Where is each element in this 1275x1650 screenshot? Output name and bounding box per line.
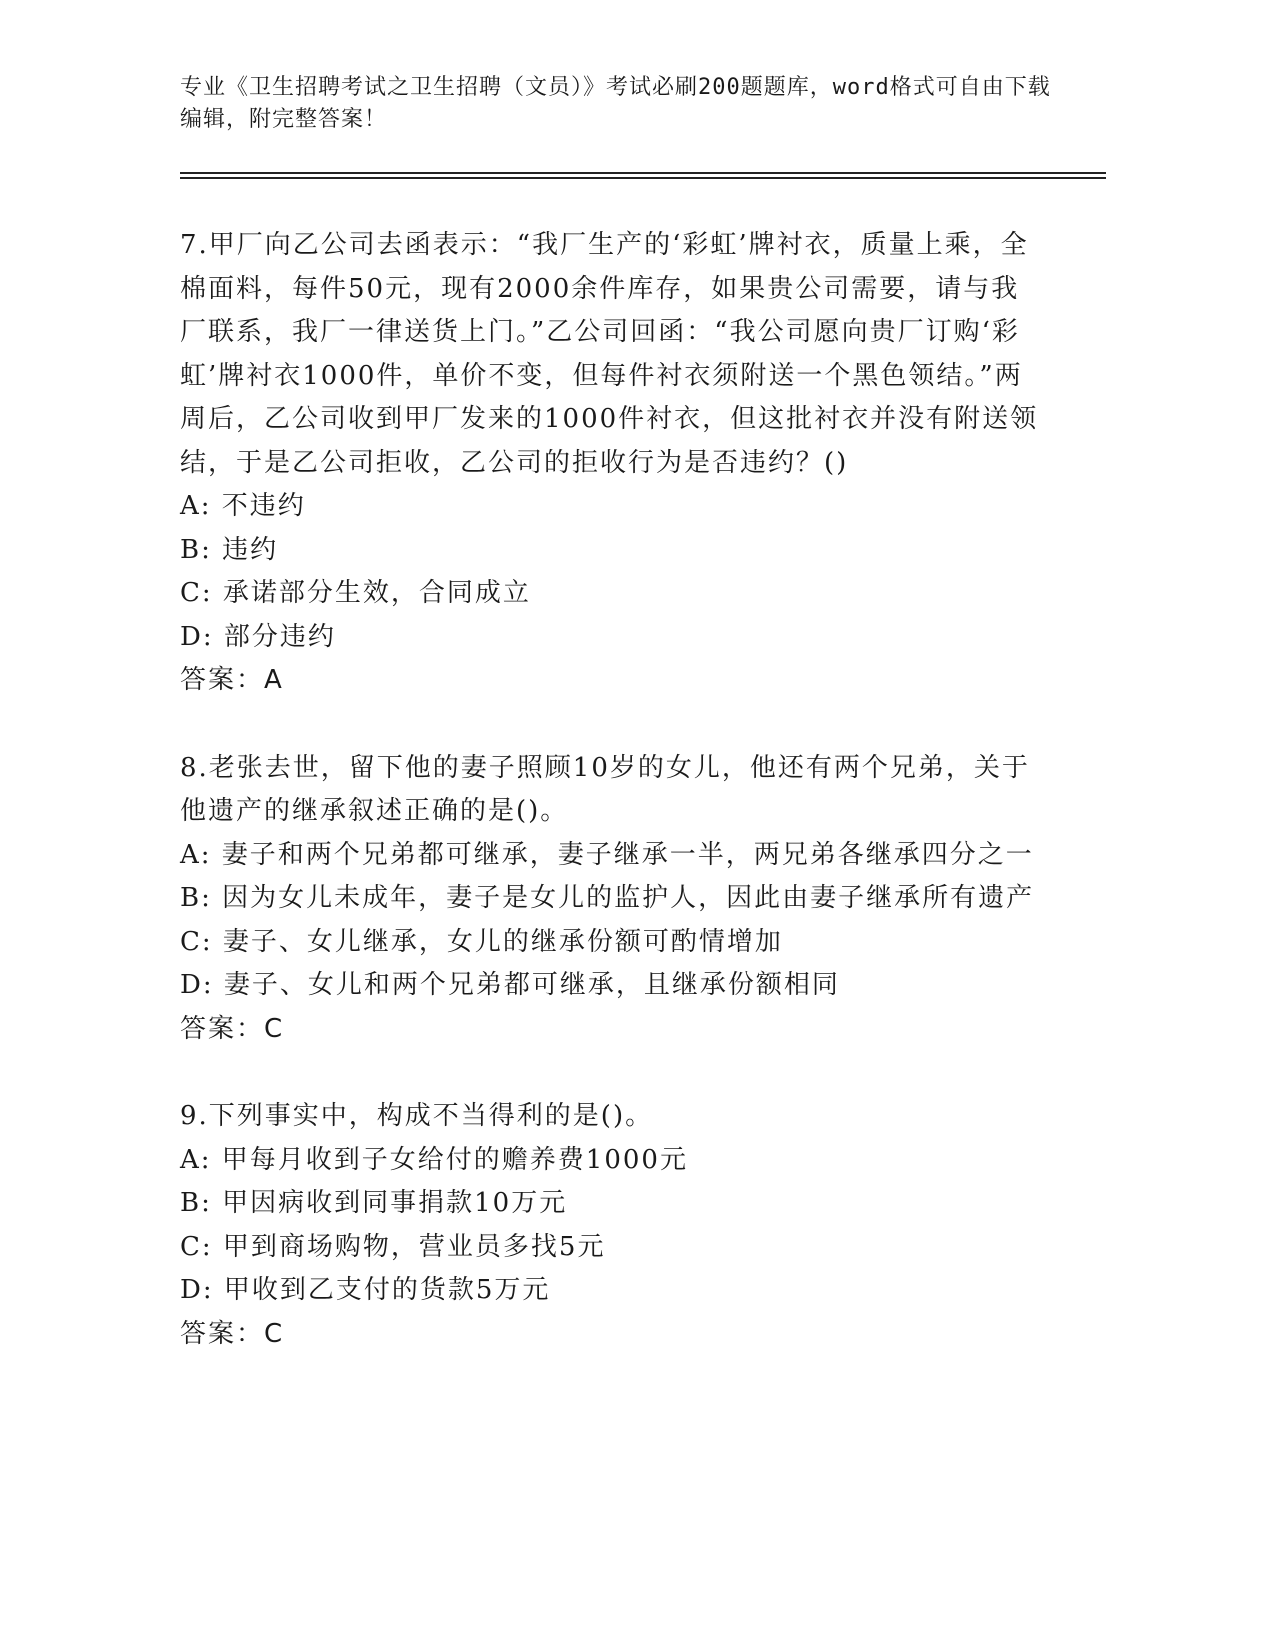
- option-b: B: 甲因病收到同事捐款10万元: [180, 1188, 568, 1218]
- option-d: D: 妻子、女儿和两个兄弟都可继承，且继承份额相同: [180, 970, 840, 1000]
- question-text: 7.甲厂向乙公司去函表示：“我厂生产的‘彩虹’牌衬衣，质量上乘，全棉面料，每件50元，现有2000余件库存，如果贵公司需要，请与我厂联系，我厂一律送货上门。”乙公司回函：“我公司愿向贵厂订购‘彩虹’牌衬衣1000件，单价不变，但每件衬衣须附送一个黑色领结。”两周后，乙公司收到甲厂发来的1000件衬衣，但这批衬衣并没有附送领结，于是乙公司拒收，乙公司的拒收行为是否违约？(): [180, 230, 1039, 478]
- option-d: D: 甲收到乙支付的货款5万元: [180, 1275, 551, 1305]
- option-c: C: 甲到商场购物，营业员多找5元: [180, 1231, 606, 1262]
- option-d: D: 部分违约: [180, 621, 336, 652]
- document-header: 专业《卫生招聘考试之卫生招聘（文员）》考试必刷200题题库，word格式可自由下载编辑，附完整答案！: [180, 75, 1051, 132]
- option-b: B: 违约: [180, 534, 279, 565]
- question-8: [180, 747, 1040, 1052]
- answer-line: 答案：C: [180, 1013, 285, 1044]
- question-text: 9.下列事实中，构成不当得利的是()。: [180, 1101, 654, 1131]
- option-c: C: 承诺部分生效，合同成立: [180, 578, 531, 608]
- option-a: A: 不违约: [180, 491, 306, 521]
- question-list: [180, 224, 1040, 1400]
- option-a: A: 甲每月收到子女给付的赡养费1000元: [180, 1144, 688, 1175]
- option-b: B: 因为女儿未成年，妻子是女儿的监护人，因此由妻子继承所有遗产: [180, 883, 1035, 913]
- question-7: [180, 224, 1040, 703]
- option-c: C: 妻子、女儿继承，女儿的继承份额可酌情增加: [180, 926, 783, 957]
- option-a: A: 妻子和两个兄弟都可继承，妻子继承一半，两兄弟各继承四分之一: [180, 839, 1034, 870]
- question-9: [180, 1095, 1040, 1356]
- answer-line: 答案：C: [180, 1318, 285, 1349]
- question-text: 8.老张去世，留下他的妻子照顾10岁的女儿，他还有两个兄弟，关于他遗产的继承叙述正确的是()。: [180, 752, 1030, 826]
- answer-line: 答案：A: [180, 665, 284, 695]
- header-rule-top: [180, 172, 1106, 174]
- header-rule-bottom: [180, 177, 1106, 179]
